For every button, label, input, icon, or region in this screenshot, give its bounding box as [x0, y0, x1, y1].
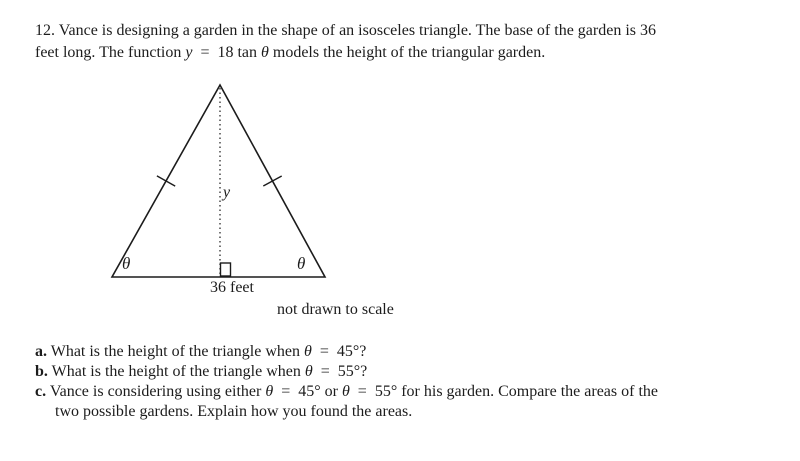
problem-line-2-pre: feet long. The function: [35, 44, 186, 61]
question-b: [35, 362, 658, 382]
right-angle-marker: [221, 263, 231, 276]
left-angle-theta-label: θ: [122, 254, 131, 273]
question-a-theta: θ: [303, 343, 312, 360]
question-a-value: = 45°?: [311, 343, 367, 360]
height-y-label: y: [223, 184, 231, 201]
question-b-text: What is the height of the triangle when: [47, 363, 305, 380]
isosceles-triangle-outline: [112, 85, 325, 277]
questions-list: [35, 342, 658, 422]
question-b-theta: θ: [304, 363, 313, 380]
question-c-line-2: two possible gardens. Explain how you found the areas.: [55, 403, 413, 420]
not-drawn-to-scale-note: not drawn to scale: [277, 301, 394, 318]
problem-line-2-post: models the height of the triangular garden.: [268, 44, 546, 61]
question-b-value: = 55°?: [312, 363, 368, 380]
question-c-run-4: = 55° for his garden. Compare the areas of the: [349, 383, 659, 400]
problem-line-1: 12. Vance is designing a garden in the shape of an isosceles triangle. The base of the garden is 36: [35, 22, 657, 39]
right-angle-theta-label: θ: [297, 254, 306, 273]
variable-y: y: [185, 44, 193, 61]
question-c-label: c.: [35, 383, 47, 400]
question-a-text: What is the height of the triangle when: [47, 343, 304, 360]
question-c-theta-2: θ: [341, 383, 350, 400]
base-length-label: 36 feet: [210, 279, 254, 296]
question-c-run-0: Vance is considering using either: [46, 383, 266, 400]
left-side-tick-mark: [157, 176, 175, 186]
problem-line-2-mid: = 18 tan: [192, 44, 262, 61]
variable-theta: θ: [261, 44, 269, 61]
question-b-label: b.: [35, 363, 48, 380]
question-c-run-2: = 45° or: [273, 383, 342, 400]
right-side-tick-mark: [263, 176, 281, 186]
question-c-theta-1: θ: [265, 383, 274, 400]
question-a: [35, 342, 658, 362]
question-a-label: a.: [35, 343, 47, 360]
question-c: [35, 382, 658, 402]
